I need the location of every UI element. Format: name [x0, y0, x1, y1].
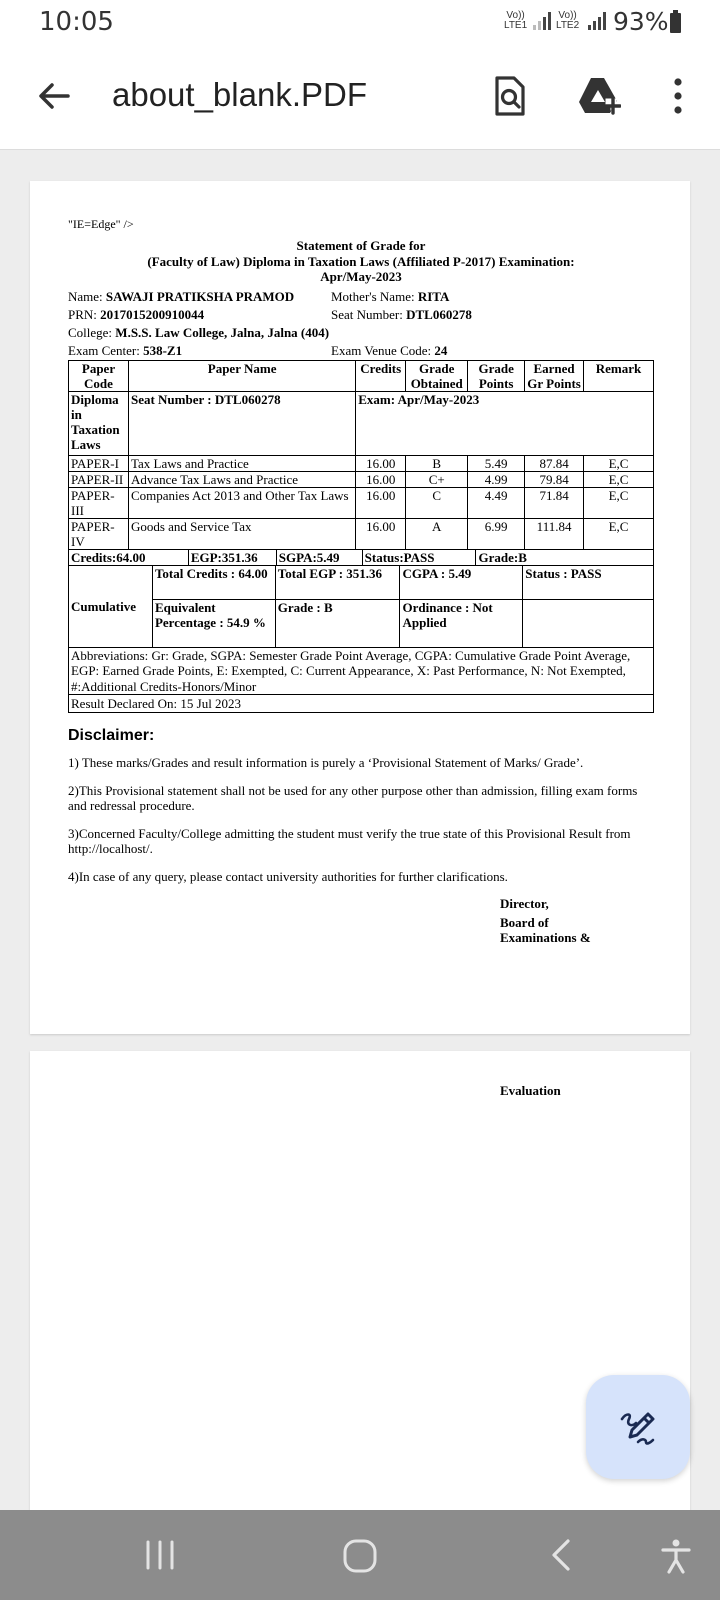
home-icon[interactable] — [342, 1538, 378, 1574]
table-row — [69, 471, 654, 487]
grade-statement — [68, 217, 654, 946]
cumulative-grade: Grade : B — [275, 599, 400, 647]
total-egp: Total EGP : 351.36 — [275, 565, 400, 599]
sim2-label: Vo)) — [558, 10, 577, 21]
student-info — [68, 288, 654, 360]
accessibility-icon[interactable] — [659, 1538, 693, 1574]
summary-row — [69, 549, 654, 565]
disclaimer-item: 2)This Provisional statement shall not be used for any other purpose other than admission, filling exam forms and redressal procedure. — [68, 782, 638, 813]
sim2-indicator — [556, 11, 579, 31]
paper-code: PAPER-IV — [69, 518, 129, 549]
section-row — [69, 391, 654, 455]
signature-block — [500, 896, 640, 946]
col-credits: Credits — [356, 360, 406, 391]
cgpa: CGPA : 5.49 — [400, 565, 523, 599]
heading-line-1: Statement of Grade for — [296, 238, 426, 253]
paper-name: Companies Act 2013 and Other Tax Laws — [128, 487, 355, 518]
student-name: Name: SAWAJI PRATIKSHA PRAMOD — [68, 288, 295, 304]
signal-2-icon — [588, 12, 606, 30]
status-bar — [0, 0, 720, 46]
table-header-row — [69, 360, 654, 391]
college: College: M.S.S. Law College, Jalna, Jalna (404) — [68, 324, 330, 340]
signature-line: Examinations & — [500, 930, 591, 945]
col-grade-obtained: Grade Obtained — [406, 360, 468, 391]
section-exam: Exam: Apr/May-2023 — [356, 391, 654, 455]
col-remark: Remark — [584, 360, 654, 391]
table-row — [69, 518, 654, 549]
pdf-page-1[interactable] — [30, 181, 690, 1034]
cumulative-label: Cumulative — [69, 565, 153, 647]
prn: PRN: 2017015200910044 — [68, 306, 205, 322]
summary-grade: Grade:B — [476, 549, 654, 565]
disclaimer-list — [68, 755, 654, 884]
table-row — [69, 455, 654, 471]
paper-earned: 87.84 — [525, 455, 584, 471]
paper-credits: 16.00 — [356, 471, 406, 487]
course-name: Diploma in Taxation Laws — [69, 391, 129, 455]
paper-earned: 71.84 — [525, 487, 584, 518]
paper-remark: E,C — [584, 487, 654, 518]
paper-code: PAPER-I — [69, 455, 129, 471]
cumulative-status: Status : PASS — [523, 565, 654, 599]
paper-earned: 111.84 — [525, 518, 584, 549]
sim2-sub: LTE2 — [556, 20, 580, 31]
heading-line-3: Apr/May-2023 — [320, 269, 402, 284]
paper-name: Tax Laws and Practice — [128, 455, 355, 471]
back-arrow-icon[interactable] — [34, 76, 74, 116]
summary-egp: EGP:351.36 — [188, 549, 276, 565]
summary-table — [68, 549, 654, 566]
paper-code: PAPER-II — [69, 471, 129, 487]
abbreviations: Abbreviations: Gr: Grade, SGPA: Semester Grade Point Average, CGPA: Cumulative Grade Point Average, EGP: Earned Grade Points, E: Exempted, C: Current Appearance, X: Past Performance, N: Not Exempted, #:Additional Credits-Honors/Minor — [68, 647, 654, 696]
paper-credits: 16.00 — [356, 518, 406, 549]
exam-center: Exam Center: 538-Z1 — [68, 342, 183, 358]
col-grade-points: Grade Points — [468, 360, 525, 391]
meta-line: "IE=Edge" /> — [68, 217, 134, 231]
paper-remark: E,C — [584, 455, 654, 471]
col-earned-gr-points: Earned Gr Points — [525, 360, 584, 391]
ordinance: Ordinance : Not Applied — [400, 599, 523, 647]
page2-signature: Evaluation — [500, 1083, 561, 1098]
back-icon[interactable] — [548, 1538, 576, 1572]
disclaimer-item: 3)Concerned Faculty/College admitting the student must verify the true state of this Provisional Result from http://localhost/. — [68, 825, 631, 856]
exam-venue-code: Exam Venue Code: 24 — [331, 342, 448, 358]
total-credits: Total Credits : 64.00 — [152, 565, 275, 599]
summary-status: Status:PASS — [362, 549, 476, 565]
cumulative-table — [68, 565, 654, 648]
mother-name: Mother's Name: RITA — [331, 288, 450, 304]
paper-grade: C — [406, 487, 468, 518]
seat-number: Seat Number: DTL060278 — [331, 306, 472, 322]
edit-pen-icon — [618, 1407, 658, 1447]
paper-code: PAPER-III — [69, 487, 129, 518]
signal-1-icon — [533, 12, 551, 30]
summary-sgpa: SGPA:5.49 — [276, 549, 362, 565]
summary-credits: Credits:64.00 — [69, 549, 189, 565]
cumulative-row-2 — [69, 599, 654, 647]
disclaimer-item: 1) These marks/Grades and result information is purely a ‘Provisional Statement of Marks/ Grade’. — [68, 755, 584, 770]
recent-apps-icon[interactable] — [143, 1538, 177, 1572]
paper-points: 4.99 — [468, 471, 525, 487]
table-row — [69, 487, 654, 518]
paper-grade: B — [406, 455, 468, 471]
paper-points: 5.49 — [468, 455, 525, 471]
paper-remark: E,C — [584, 471, 654, 487]
paper-grade: A — [406, 518, 468, 549]
result-declared: Result Declared On: 15 Jul 2023 — [68, 694, 654, 713]
sim1-label: Vo)) — [506, 10, 525, 21]
paper-credits: 16.00 — [356, 487, 406, 518]
signature-line: Director, — [500, 896, 549, 911]
signature-line: Board of — [500, 914, 549, 930]
clock: 10:05 — [39, 7, 114, 37]
paper-remark: E,C — [584, 518, 654, 549]
col-paper-name: Paper Name — [128, 360, 355, 391]
empty-cell — [523, 599, 654, 647]
battery-icon — [670, 13, 681, 33]
paper-earned: 79.84 — [525, 471, 584, 487]
section-seat: Seat Number : DTL060278 — [128, 391, 355, 455]
sim1-sub: LTE1 — [504, 20, 528, 31]
document-title: about_blank.PDF — [112, 76, 367, 113]
paper-credits: 16.00 — [356, 455, 406, 471]
edit-fab-button[interactable] — [586, 1375, 690, 1479]
paper-name: Advance Tax Laws and Practice — [128, 471, 355, 487]
battery-percent: 93% — [613, 7, 669, 36]
disclaimer-item: 4)In case of any query, please contact university authorities for further clarifications. — [68, 868, 508, 884]
save-to-drive-icon[interactable] — [577, 74, 621, 118]
navigation-bar — [0, 1510, 720, 1600]
paper-points: 6.99 — [468, 518, 525, 549]
paper-grade: C+ — [406, 471, 468, 487]
more-vert-icon[interactable] — [656, 74, 700, 118]
disclaimer-title: Disclaimer: — [68, 727, 155, 744]
grade-table — [68, 360, 654, 550]
col-paper-code: Paper Code — [69, 360, 129, 391]
sim1-indicator — [504, 11, 527, 31]
paper-name: Goods and Service Tax — [128, 518, 355, 549]
app-bar — [0, 46, 720, 150]
find-in-page-icon[interactable] — [487, 74, 531, 118]
statement-heading — [68, 238, 654, 285]
heading-line-2: (Faculty of Law) Diploma in Taxation Laws (Affiliated P-2017) Examination: — [147, 253, 575, 269]
paper-points: 4.49 — [468, 487, 525, 518]
cumulative-row-1 — [69, 565, 654, 599]
equivalent-percentage: Equivalent Percentage : 54.9 % — [152, 599, 275, 647]
